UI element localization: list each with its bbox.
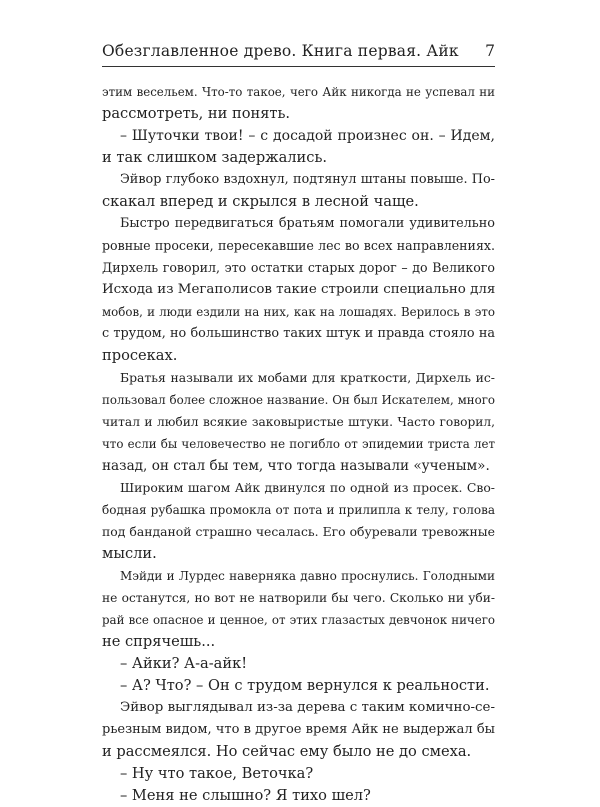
- text-line: не останутся, но вот не натворили бы чего. Сколько ни уби-: [102, 591, 495, 605]
- text-line: скакал вперед и скрылся в лесной чаще.: [102, 193, 419, 210]
- text-line: этим весельем. Что-то такое, чего Айк никогда не успевал ни: [102, 85, 495, 99]
- text-line: Широким шагом Айк двинулся по одной из просек. Сво-: [120, 480, 495, 495]
- text-line: мысли.: [102, 545, 157, 562]
- text-line: просеках.: [102, 347, 178, 364]
- text-line: и рассмеялся. Но сейчас ему было не до смеха.: [102, 743, 472, 760]
- text-line: Исхода из Мегаполисов такие строили специально для: [102, 282, 495, 297]
- body-text: [102, 81, 495, 807]
- text-line: пользовал более сложное название. Он был Искателем, много: [102, 393, 495, 407]
- text-line: Мэйди и Лурдес наверняка давно проснулись. Голодными: [120, 569, 495, 583]
- running-header-title: Обезглавленное древо. Книга первая. Айк: [102, 42, 459, 60]
- text-line: – Айки? А-а-айк!: [120, 655, 248, 672]
- text-line: назад, он стал бы тем, что тогда называли «ученым».: [102, 458, 490, 474]
- text-line: что если бы человечество не погибло от эпидемии триста лет: [102, 437, 495, 451]
- text-line: с трудом, но большинство таких штук и правда стояло на: [102, 326, 495, 341]
- text-line: Братья называли их мобами для краткости, Дирхель ис-: [120, 370, 495, 385]
- text-line: рассмотреть, ни понять.: [102, 105, 291, 122]
- text-line: Эйвор глубоко вздохнул, подтянул штаны повыше. По-: [120, 172, 495, 187]
- text-line: – Меня не слышно? Я тихо шел?: [120, 787, 371, 804]
- text-line: – Шуточки твои! – с досадой произнес он. – Идем,: [120, 128, 495, 144]
- text-line: и так слишком задержались.: [102, 149, 328, 166]
- text-line: Быстро передвигаться братьям помогали удивительно: [120, 216, 495, 231]
- running-header: [102, 38, 495, 67]
- text-line: Дирхель говорил, это остатки старых дорог – до Великого: [102, 260, 495, 275]
- text-line: – Ну что такое, Веточка?: [120, 765, 314, 782]
- text-line: – А? Что? – Он с трудом вернулся к реальности.: [120, 677, 490, 694]
- text-line: под банданой страшно чесалась. Его обуревали тревожные: [102, 524, 495, 539]
- text-line: читал и любил всякие заковыристые штуки. Часто говорил,: [102, 415, 495, 429]
- text-line: ровные просеки, пересекавшие лес во всех направлениях.: [102, 238, 495, 253]
- text-line: бодная рубашка промокла от пота и прилипла к телу, голова: [102, 503, 495, 517]
- text-line: рьезным видом, что в другое время Айк не выдержал бы: [102, 722, 495, 737]
- page-number: 7: [485, 42, 495, 60]
- text-line: Эйвор выглядывал из-за дерева с таким комично-се-: [120, 700, 495, 715]
- text-line: не спрячешь...: [102, 633, 216, 650]
- text-line: мобов, и люди ездили на них, как на лошадях. Верилось в это: [102, 305, 495, 319]
- text-line: рай все опасное и ценное, от этих глазастых девчонок ничего: [102, 613, 495, 627]
